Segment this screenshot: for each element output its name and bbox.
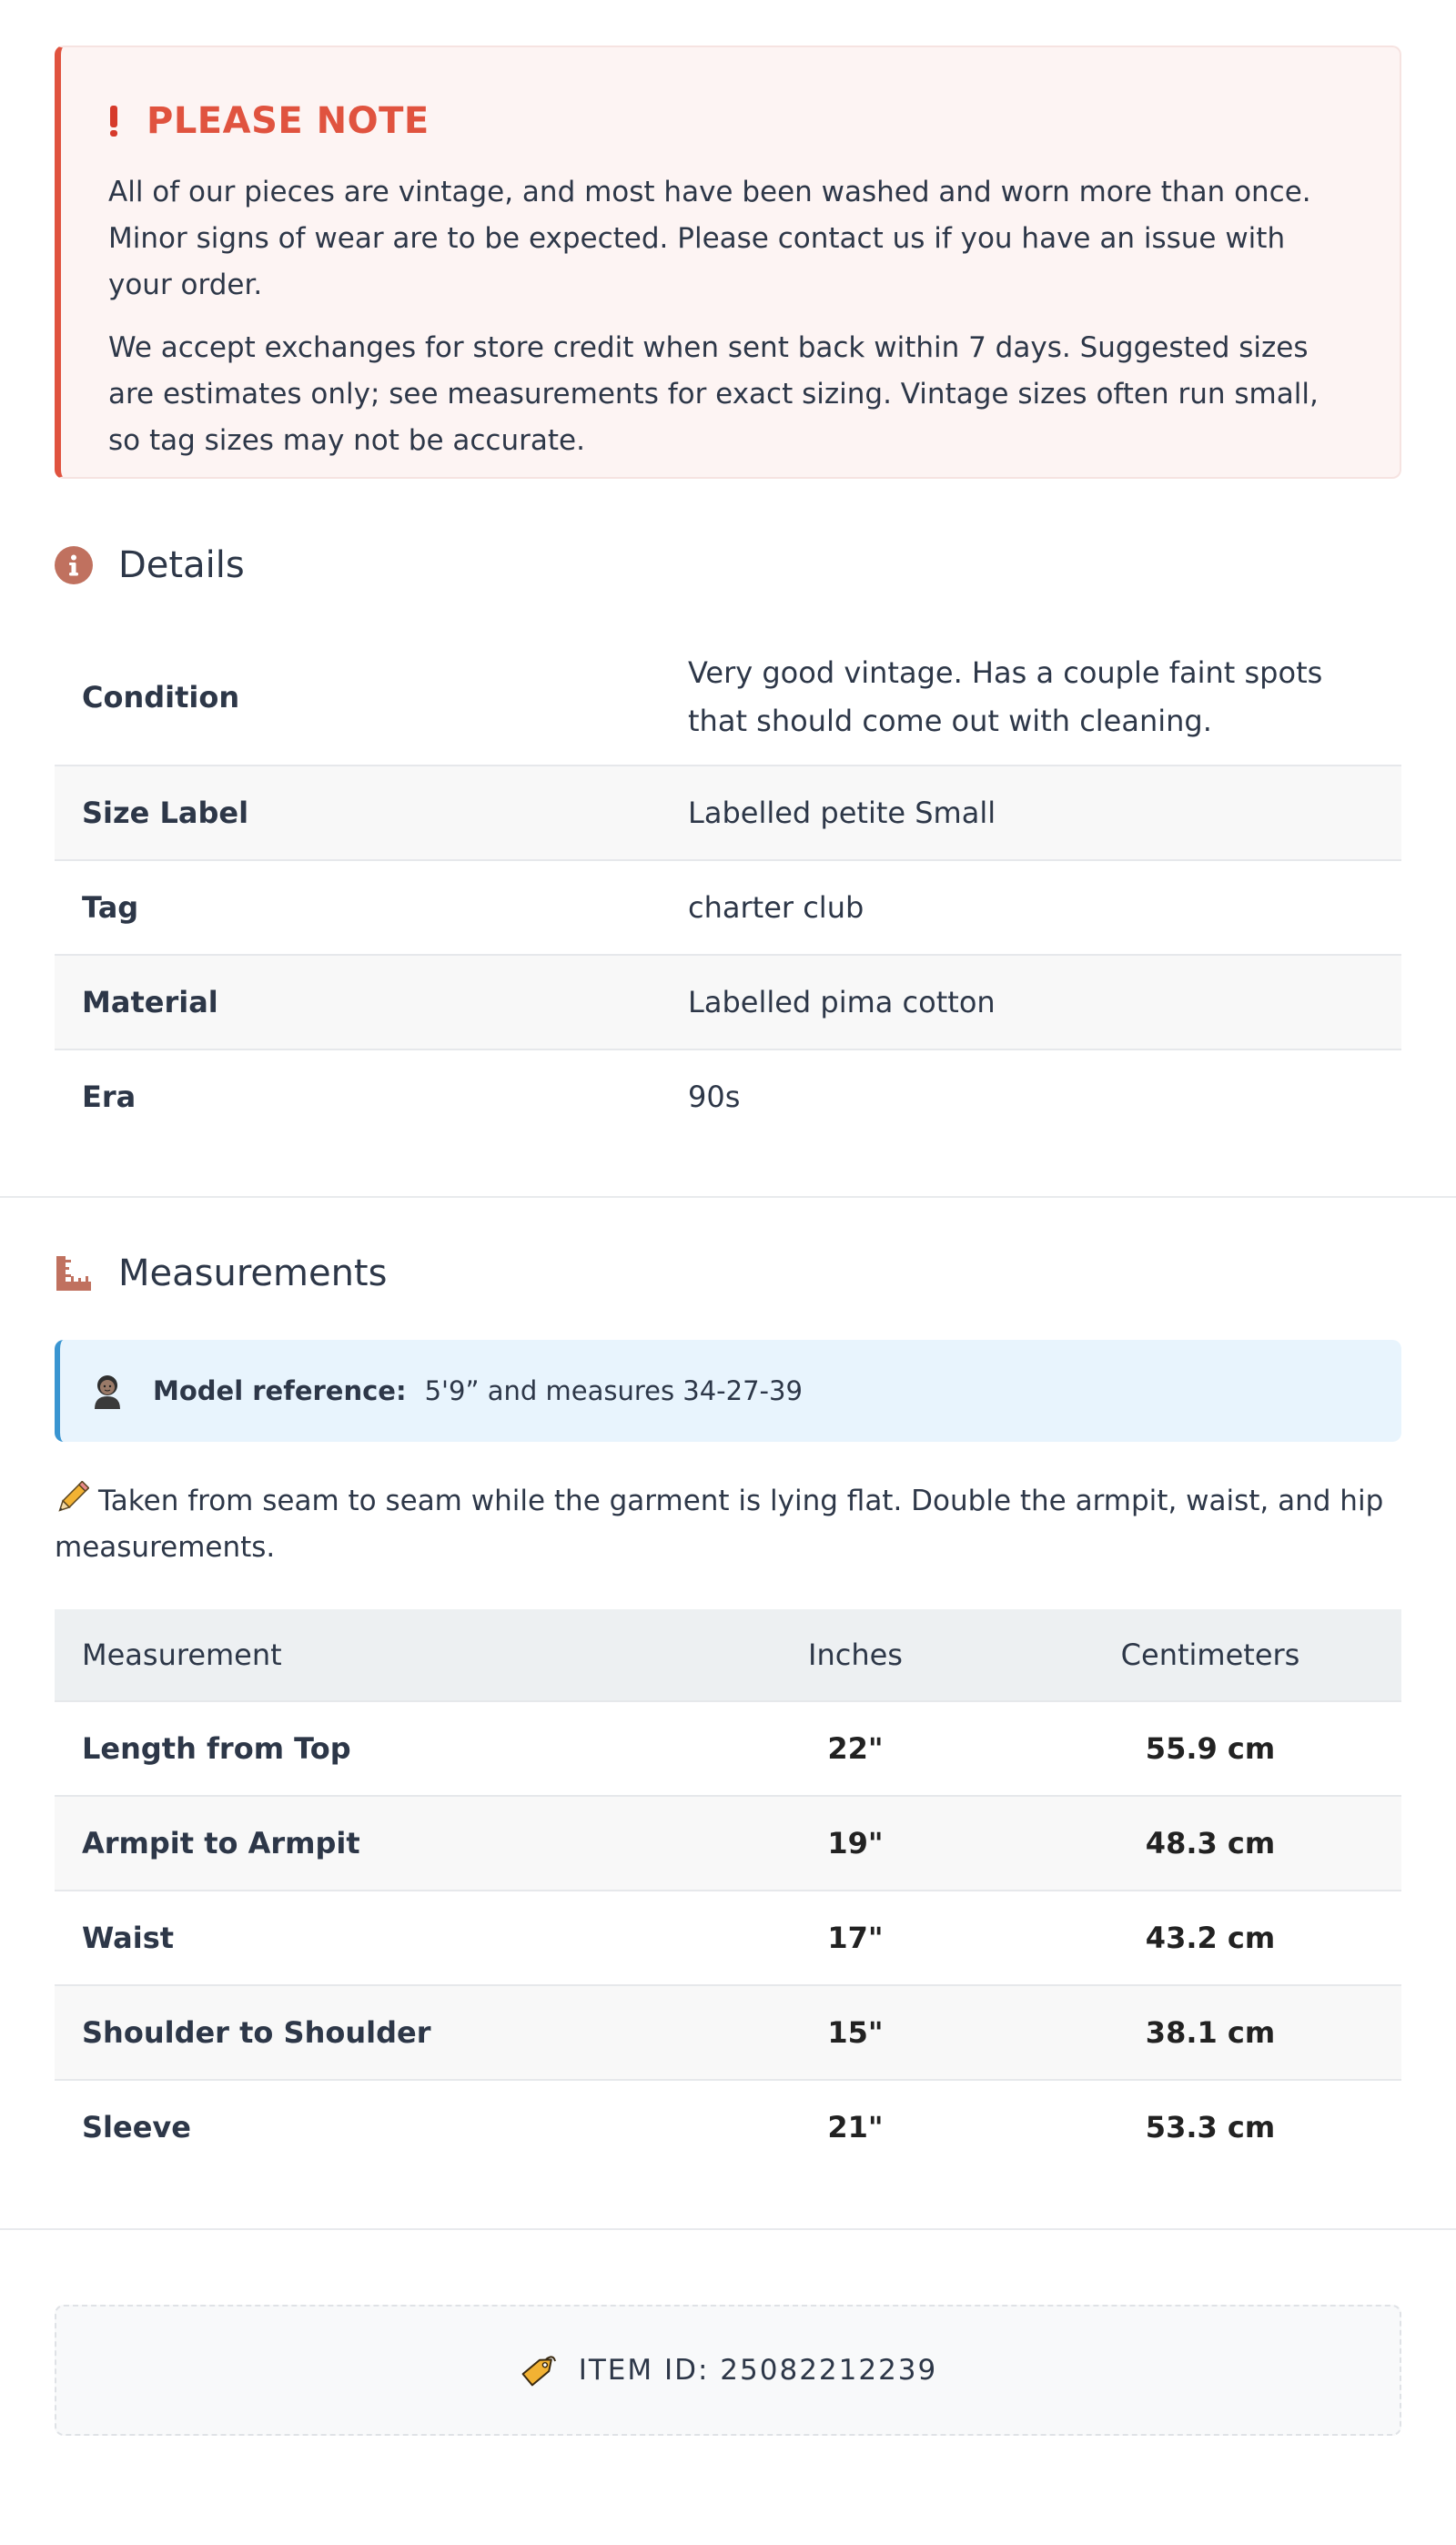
measurement-name: Length from Top — [55, 1701, 692, 1796]
pencil-icon — [55, 1481, 89, 1516]
detail-label: Era — [82, 1080, 136, 1114]
section-divider — [0, 1196, 1456, 1198]
model-reference-label: Model reference: — [153, 1375, 407, 1406]
exclamation-icon — [108, 106, 119, 137]
note-paragraph: We accept exchanges for store credit when sent back within 7 days. Suggested sizes are estimates only; see measurements for exact sizing. Vintage sizes often run small, so tag sizes may not be accurate. — [108, 331, 1319, 457]
note-paragraph: All of our pieces are vintage, and most have been washed and worn more than once. Minor signs of wear are to be expected. Please contact us if you have an issue with your order. — [108, 176, 1311, 301]
person-icon — [91, 1373, 124, 1409]
note-header — [108, 100, 1354, 142]
ruler-icon — [55, 1254, 93, 1293]
detail-label: Material — [55, 955, 661, 1049]
measurement-cm: 38.1 cm — [1019, 1985, 1401, 2080]
table-row — [55, 2080, 1401, 2174]
info-icon — [55, 546, 93, 584]
column-header-inches: Inches — [692, 1609, 1019, 1701]
note-title: PLEASE NOTE — [147, 100, 430, 142]
column-header-measurement: Measurement — [55, 1609, 692, 1701]
measurement-inches: 22" — [692, 1701, 1019, 1796]
section-divider — [0, 2228, 1456, 2230]
column-header-centimeters: Centimeters — [1019, 1609, 1401, 1701]
measurement-name: Waist — [55, 1891, 692, 1985]
table-row — [55, 1985, 1401, 2080]
measurement-inches: 19" — [692, 1796, 1019, 1891]
instruction-text: Taken from seam to seam while the garment is lying flat. Double the armpit, waist, and hip measurements. — [55, 1485, 1384, 1564]
table-row — [55, 630, 1401, 766]
table-row — [55, 1701, 1401, 1796]
model-reference-box — [55, 1340, 1401, 1442]
table-header-row — [55, 1609, 1401, 1701]
detail-label: Tag — [55, 860, 661, 955]
measurements-heading — [55, 1252, 1401, 1294]
price-tag-icon — [519, 2350, 559, 2390]
details-table — [55, 630, 1401, 1143]
please-note-box — [55, 46, 1401, 479]
table-row — [55, 955, 1401, 1049]
table-row — [55, 766, 1401, 860]
detail-value: charter club — [661, 860, 1401, 955]
measurements-table — [55, 1609, 1401, 2174]
measurement-inches: 21" — [827, 2110, 884, 2144]
measurement-name: Sleeve — [82, 2110, 191, 2144]
detail-value: Labelled petite Small — [661, 766, 1401, 860]
table-row — [55, 860, 1401, 955]
table-row — [55, 1049, 1401, 1143]
measurement-inches: 15" — [692, 1985, 1019, 2080]
item-id-label: ITEM ID: 25082212239 — [578, 2354, 938, 2387]
model-reference-value: 5'9” and measures 34-27-39 — [424, 1375, 803, 1406]
table-row — [55, 1891, 1401, 1985]
measurement-inches: 17" — [692, 1891, 1019, 1985]
details-heading — [55, 544, 1401, 586]
measurement-name: Armpit to Armpit — [55, 1796, 692, 1891]
measurement-cm: 53.3 cm — [1145, 2110, 1276, 2144]
item-id-box — [55, 2305, 1401, 2436]
measurement-name: Shoulder to Shoulder — [55, 1985, 692, 2080]
detail-value: Very good vintage. Has a couple faint spots that should come out with cleaning. — [661, 630, 1401, 766]
detail-value: 90s — [688, 1079, 741, 1114]
measurements-title: Measurements — [118, 1252, 388, 1294]
table-row — [55, 1796, 1401, 1891]
measurement-cm: 55.9 cm — [1019, 1701, 1401, 1796]
measurement-cm: 43.2 cm — [1019, 1891, 1401, 1985]
measurement-cm: 48.3 cm — [1019, 1796, 1401, 1891]
detail-label: Size Label — [55, 766, 661, 860]
details-title: Details — [118, 544, 245, 586]
measurement-instructions — [55, 1478, 1401, 1571]
detail-label: Condition — [55, 630, 661, 766]
detail-value: Labelled pima cotton — [661, 955, 1401, 1049]
